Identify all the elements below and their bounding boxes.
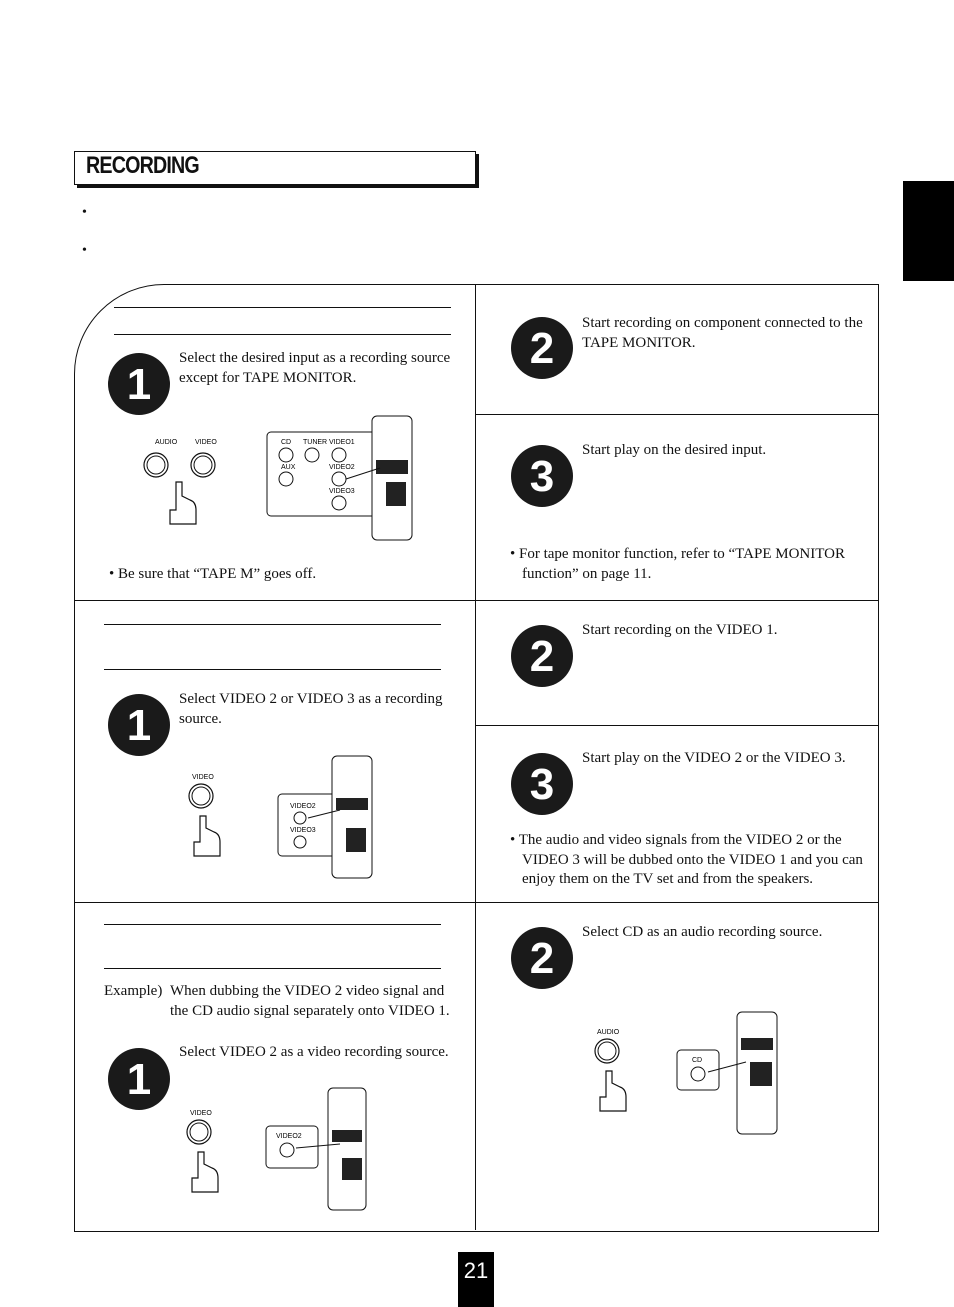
- step-text: Start recording on component connected to the TAPE MONITOR.: [582, 315, 863, 351]
- section-divider-2: [74, 902, 878, 903]
- hand-icon: [192, 1152, 218, 1192]
- section-divider-1: [74, 600, 878, 601]
- svg-text:VIDEO: VIDEO: [190, 1110, 212, 1117]
- svg-text:VIDEO3: VIDEO3: [329, 488, 355, 495]
- step-badge-1: [107, 352, 171, 416]
- svg-text:VIDEO: VIDEO: [195, 439, 217, 446]
- hand-icon: [170, 482, 196, 524]
- note-text: • The audio and video signals from the VIDEO 2 or the VIDEO 3 will be dubbed onto the VIDEO 1 and you can enjoy them on the TV set and from the speakers.: [510, 832, 863, 887]
- svg-text:VIDEO1: VIDEO1: [329, 439, 355, 446]
- center-divider: [475, 285, 476, 1230]
- svg-text:VIDEO2: VIDEO2: [276, 1133, 302, 1140]
- step-number: 1: [126, 360, 152, 409]
- svg-text:3: 3: [529, 760, 555, 809]
- step-text: Start play on the desired input.: [582, 442, 767, 458]
- heading-rule: [104, 624, 441, 625]
- illustration-cd-selection: [590, 1010, 790, 1140]
- bullet-2: •: [82, 243, 87, 258]
- page-number: 21: [463, 1258, 489, 1283]
- illustration-input-selection: [140, 412, 440, 547]
- remote-icon: [372, 416, 412, 540]
- remote-icon: [332, 756, 372, 878]
- svg-text:VIDEO: VIDEO: [192, 774, 214, 781]
- step-badge-3: [510, 444, 574, 508]
- svg-text:2: 2: [529, 632, 555, 681]
- svg-text:2: 2: [529, 324, 555, 373]
- step-badge-1: [107, 1047, 171, 1111]
- heading-rule: [104, 924, 441, 925]
- step-text: Select CD as an audio recording source.: [582, 924, 823, 940]
- heading-rule: [114, 307, 451, 308]
- step-text: Start recording on the VIDEO 1.: [582, 622, 778, 638]
- svg-text:1: 1: [126, 701, 152, 750]
- svg-text:CD: CD: [281, 439, 292, 446]
- right-divider-2: [475, 725, 878, 726]
- right-divider-1: [475, 414, 878, 415]
- side-tab-marker: [903, 181, 954, 281]
- step-badge-1: [107, 693, 171, 757]
- hand-icon: [600, 1071, 626, 1111]
- example-label: Example): [104, 983, 163, 999]
- note-text: • Be sure that “TAPE M” goes off.: [109, 566, 317, 582]
- example-text: When dubbing the VIDEO 2 video signal and the CD audio signal separately onto VIDEO 1.: [170, 983, 450, 1019]
- step-text: Select VIDEO 2 or VIDEO 3 as a recording source.: [179, 691, 443, 727]
- svg-text:AUDIO: AUDIO: [597, 1029, 620, 1036]
- page-title: RECORDING: [86, 152, 199, 179]
- svg-text:3: 3: [529, 452, 555, 501]
- svg-text:VIDEO2: VIDEO2: [329, 464, 355, 471]
- step-badge-2: [510, 624, 574, 688]
- hand-icon: [194, 816, 220, 856]
- step-text: Start play on the VIDEO 2 or the VIDEO 3.: [582, 750, 846, 766]
- remote-icon: [328, 1088, 366, 1210]
- svg-text:2: 2: [529, 934, 555, 983]
- svg-text:VIDEO2: VIDEO2: [290, 803, 316, 810]
- illustration-video-selection: [180, 754, 380, 884]
- step-text: Select the desired input as a recording source except for TAPE MONITOR.: [179, 350, 451, 386]
- svg-text:AUDIO: AUDIO: [155, 439, 178, 446]
- svg-text:1: 1: [126, 1055, 152, 1104]
- svg-text:CD: CD: [692, 1057, 703, 1064]
- svg-text:TUNER: TUNER: [303, 439, 328, 446]
- bullet-1: •: [82, 205, 87, 220]
- heading-rule: [104, 968, 441, 969]
- svg-text:VIDEO3: VIDEO3: [290, 827, 316, 834]
- heading-rule: [114, 334, 451, 335]
- illustration-video2-selection: [180, 1086, 380, 1214]
- step-text: Select VIDEO 2 as a video recording source.: [179, 1044, 449, 1060]
- step-badge-2: [510, 926, 574, 990]
- step-badge-3: [510, 752, 574, 816]
- heading-rule: [104, 669, 441, 670]
- note-text: • For tape monitor function, refer to “TAPE MONITOR function” on page 11.: [510, 546, 845, 582]
- svg-text:AUX: AUX: [281, 464, 296, 471]
- step-badge-2: [510, 316, 574, 380]
